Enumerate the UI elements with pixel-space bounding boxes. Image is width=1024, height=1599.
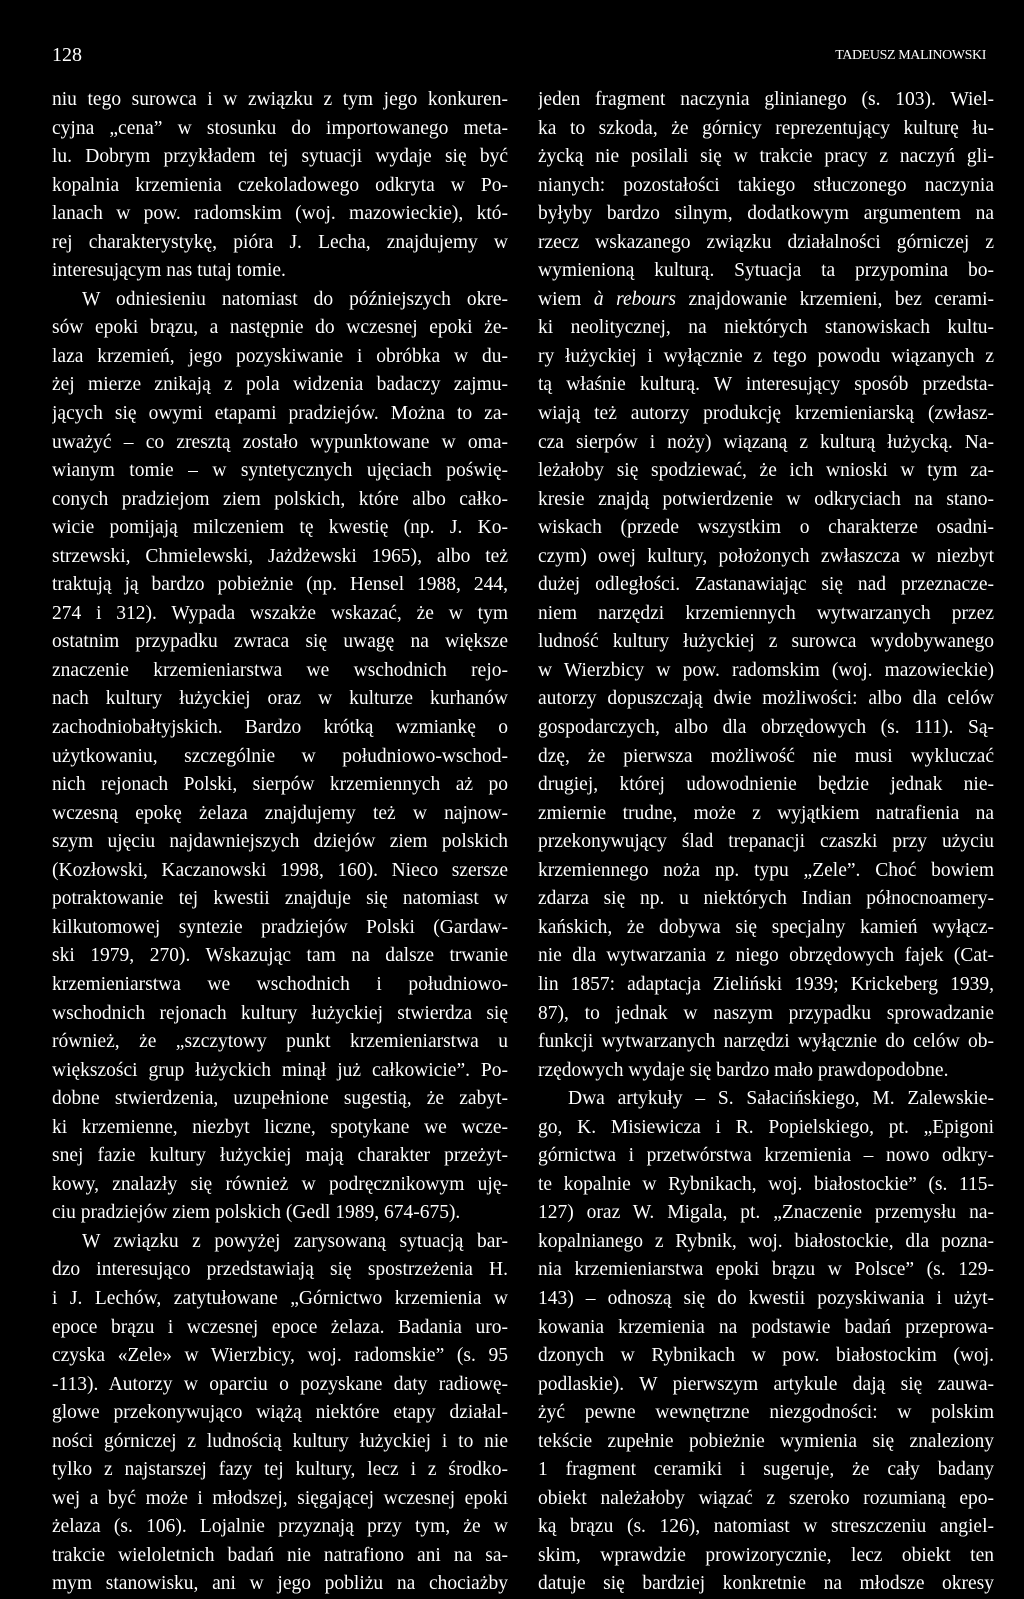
text-line: nie dla wytwarzania z niego obrzędowych fajek (Cat- xyxy=(538,945,994,967)
text-line: W odniesieniu natomiast do późniejszych okre- xyxy=(82,288,508,310)
running-head: TADEUSZ MALINOWSKI xyxy=(835,48,986,63)
text-line: gospodarczych, albo dla obrzędowych (s. 111). Są- xyxy=(538,717,994,739)
text-line: ciu pradziejów ziem polskich (Gedl 1989, 674-675). xyxy=(52,1202,461,1224)
text-line: cyjna „cena” w stosunku do importowanego meta- xyxy=(52,117,508,139)
text-line: większości grup łużyckich minął już całkowicie”. Po- xyxy=(52,1059,508,1081)
text-line: uważyć – co zresztą zostało wypunktowane w oma- xyxy=(52,431,508,453)
text-line: krzemieniarstwa we wschodnich i południowo- xyxy=(52,973,508,995)
text-line: 274 i 312). Wypada wszakże wskazać, że w tym xyxy=(52,602,508,624)
text-line: ki krzemienne, niezbyt liczne, spotykane we wcze- xyxy=(52,1116,508,1138)
text-line: zachodniobałtyjskich. Bardzo krótką wzmiankę o xyxy=(52,717,508,739)
text-line: ki neolitycznej, na niektórych stanowiskach kultu- xyxy=(538,317,994,339)
text-line: dzonych w Rybnikach w pow. białostockim (woj. xyxy=(538,1345,994,1367)
text-line: podlaskie). W pierwszym artykule dają się zauwa- xyxy=(538,1373,994,1395)
text-line: datuje się bardziej konkretnie na młodsze okresy xyxy=(538,1573,994,1595)
italic-phrase: à rebours xyxy=(593,288,677,310)
text-line: 143) – odnoszą się do kwestii pozyskiwania i użyt- xyxy=(538,1287,994,1309)
text-line: zdarza się np. u niektórych Indian północnoamery- xyxy=(538,888,994,910)
text-line: autorzy dopuszczają dwie możliwości: albo dla celów xyxy=(538,688,994,710)
text-line: snej fazie kultury łużyckiej mają charakter przeżyt- xyxy=(52,1145,508,1167)
text-line: przekonywujący ślad trepanacji czaszki przy użyciu xyxy=(538,831,994,853)
text-line: tylko z najstarszej fazy tej kultury, lecz i z środko- xyxy=(52,1459,508,1481)
text-line: w Wierzbicy w pow. radomskim (woj. mazowieckie) xyxy=(538,659,994,681)
text-line: żelaza (s. 106). Lojalnie przyznają przy tym, że w xyxy=(52,1516,508,1538)
text-line: strzewski, Chmielewski, Jażdżewski 1965), albo też xyxy=(52,545,508,567)
text-line: dużej odległości. Zastanawiając się nad przeznacze- xyxy=(538,574,994,596)
text-line: również, że „szczytowy punkt krzemieniarstwa u xyxy=(52,1031,508,1053)
text-line: kowania krzemienia na podstawie badań przeprowa- xyxy=(538,1316,994,1338)
text-line: -113). Autorzy w oparciu o pozyskane daty radiowę- xyxy=(52,1373,508,1395)
text-line: górnictwa i przetwórstwa krzemienia – nowo odkry- xyxy=(538,1145,994,1167)
text-line: kresie znajdą potwierdzenie w odkryciach na stano- xyxy=(538,488,994,510)
text-line: lanach w pow. radomskim (woj. mazowieckie), któ- xyxy=(52,203,508,225)
text-line: drugiej, której udowodnienie będzie jednak nie- xyxy=(538,774,994,796)
text-line: laza krzemień, jego pozyskiwanie i obróbka w du- xyxy=(52,345,508,367)
text-line: rej charakterystykę, pióra J. Lecha, znajdujemy w xyxy=(52,231,508,253)
text-line: wej a być może i młodszej, sięgającej wczesnej epoki xyxy=(52,1487,508,1509)
text-line: jących się owymi etapami pradziejów. Można to za- xyxy=(52,403,508,425)
text-line: czyska «Zele» w Wierzbicy, woj. radomskie” (s. 95 xyxy=(52,1345,508,1367)
text-line: tekście zupełnie pobieżnie wymienia się znaleziony xyxy=(538,1430,994,1452)
text-line: Dwa artykuły – S. Sałacińskiego, M. Zalewskie- xyxy=(568,1088,994,1110)
text-line: ludność kultury łużyckiej z surowca wydobywanego xyxy=(538,631,994,653)
text-line: wiem à rebours znajdowanie krzemieni, bez cerami- xyxy=(538,288,994,310)
text-line: trakcie wieloletnich badań nie natrafiono ani na sa- xyxy=(52,1544,508,1566)
text-line: żej mierze znikają z pola widzenia badaczy zajmu- xyxy=(52,374,508,396)
text-line: te kopalnie w Rybnikach, woj. białostockie” (s. 115- xyxy=(538,1173,994,1195)
text-line: kańskich, że dobywa się specjalny kamień wyłącz- xyxy=(538,916,994,938)
text-line: rzecz wskazanego związku działalności górniczej z xyxy=(538,231,994,253)
text-line: mym stanowisku, ani w jego pobliżu na chociażby xyxy=(52,1573,508,1595)
text-line: 87), to jednak w naszym przypadku sprowadzanie xyxy=(538,1002,994,1024)
text-line: byłyby bardzo silnym, dodatkowym argumentem na xyxy=(538,203,994,225)
text-line: epoce brązu i wczesnej epoce żelaza. Badania uro- xyxy=(52,1316,508,1338)
text-line: ostatnim przypadku zwraca się uwagę na większe xyxy=(52,631,508,653)
text-line: żyć pewne wewnętrzne niezgodności: w polskim xyxy=(538,1402,994,1424)
text-line: szym ujęciu najdawniejszych dziejów ziem polskich xyxy=(52,831,508,853)
text-line: i J. Lechów, zatytułowane „Górnictwo krzemienia w xyxy=(52,1287,508,1309)
text-line: kopalnianego z Rybnik, woj. białostockie, dla pozna- xyxy=(538,1230,994,1252)
text-line: nianych: pozostałości takiego stłuczonego naczynia xyxy=(538,174,994,196)
text-line: nich rejonach Polski, sierpów krzemiennych aż po xyxy=(52,774,508,796)
text-line: rzędowych wydaje się bardzo mało prawdopodobne. xyxy=(538,1059,949,1081)
text-line: W związku z powyżej zarysowaną sytuacją bar- xyxy=(82,1230,508,1252)
right-column xyxy=(538,86,994,1599)
text-line: czym) owej kultury, położonych zwłaszcza w niezbyt xyxy=(538,545,994,567)
text-line: nach kultury łużyckiej oraz w kulturze kurhanów xyxy=(52,688,508,710)
text-line: potraktowanie tej kwestii znajduje się natomiast w xyxy=(52,888,508,910)
left-column xyxy=(52,86,508,1599)
text-line: użytkowaniu, szczególnie w południowo-wschod- xyxy=(52,745,508,767)
text-line: wczesną epokę żelaza znajdujemy też w najnow- xyxy=(52,802,508,824)
text-line: leżałoby się spodziewać, że ich wnioski w tym za- xyxy=(538,460,994,482)
text-line: ski 1979, 270). Wskazując tam na dalsze trwanie xyxy=(52,945,508,967)
text-line: tą właśnie kulturą. W interesujący sposób przedsta- xyxy=(538,374,994,396)
text-line: znaczenie krzemieniarstwa we wschodnich rejo- xyxy=(52,659,508,681)
text-line: traktują ją bardzo pobieżnie (np. Hensel 1988, 244, xyxy=(52,574,508,596)
text-line: sów epoki brązu, a następnie do wczesnej epoki że- xyxy=(52,317,508,339)
text-line: ką brązu (s. 126), natomiast w streszczeniu angiel- xyxy=(538,1516,994,1538)
text-line: ności górniczej z ludnością kultury łużyckiej i to nie xyxy=(52,1430,508,1452)
text-line: życką nie posilali się w trakcie pracy z naczyń gli- xyxy=(538,146,994,168)
text-line: lin 1857: adaptacja Zieliński 1939; Krickeberg 1939, xyxy=(538,973,994,995)
text-line: kilkutomowej syntezie pradziejów Polski (Gardaw- xyxy=(52,916,508,938)
text-line: 1 fragment ceramiki i sugeruje, że cały badany xyxy=(538,1459,994,1481)
text-line: ry łużyckiej i wyłącznie z tego powodu wiązanych z xyxy=(538,345,994,367)
text-line: krzemiennego noża np. typu „Zele”. Choć bowiem xyxy=(538,859,994,881)
text-line: wiają też autorzy produkcję krzemieniarską (zwłasz- xyxy=(538,403,994,425)
page-header xyxy=(52,44,986,72)
text-line: skim, wprawdzie prowizorycznie, lecz obiekt ten xyxy=(538,1544,994,1566)
text-line: niem narzędzi krzemiennych wytwarzanych przez xyxy=(538,602,994,624)
text-line: conych pradziejom ziem polskich, które albo całko- xyxy=(52,488,508,510)
text-line: (Kozłowski, Kaczanowski 1998, 160). Nieco szersze xyxy=(52,859,508,881)
text-line: kopalnia krzemienia czekoladowego odkryta w Po- xyxy=(52,174,508,196)
text-line: cza sierpów i noży) wiązaną z kulturą łużycką. Na- xyxy=(538,431,994,453)
text-line: wiskach (przede wszystkim o charakterze osadni- xyxy=(538,517,994,539)
text-line: wschodnich rejonach kultury łużyckiej stwierdza się xyxy=(52,1002,508,1024)
page-number: 128 xyxy=(52,44,82,66)
text-line: wicie pomijają milczeniem tę kwestię (np. J. Ko- xyxy=(52,517,508,539)
text-line: wymienioną kulturą. Sytuacja ta przypomina bo- xyxy=(538,260,994,282)
text-line: lu. Dobrym przykładem tej sytuacji wydaje się być xyxy=(52,146,508,168)
text-line: dzę, że pierwsza możliwość nie musi wykluczać xyxy=(538,745,994,767)
text-line: glowe przekonywująco wiążą niektóre etapy działal- xyxy=(52,1402,508,1424)
text-line: wianym tomie – w syntetycznych ujęciach poświę- xyxy=(52,460,508,482)
text-line: funkcji wytwarzanych narzędzi wyłącznie do celów ob- xyxy=(538,1031,994,1053)
text-line: obiekt należałoby wiązać z szeroko rozumianą epo- xyxy=(538,1487,994,1509)
text-line: ka to szkoda, że górnicy reprezentujący kulturę łu- xyxy=(538,117,994,139)
text-line: zmiernie trudne, może z wyjątkiem natrafienia na xyxy=(538,802,994,824)
text-line: jeden fragment naczynia glinianego (s. 103). Wiel- xyxy=(538,89,994,110)
text-line: kowy, znalazły się również w podręcznikowym uję- xyxy=(52,1173,508,1195)
text-line: 127) oraz W. Migala, pt. „Znaczenie przemysłu na- xyxy=(538,1202,994,1224)
text-line: niu tego surowca i w związku z tym jego konkuren- xyxy=(52,89,508,110)
text-line: interesującym nas tutaj tomie. xyxy=(52,260,286,282)
text-line: go, K. Misiewicza i R. Popielskiego, pt. „Epigoni xyxy=(538,1116,994,1138)
text-line: dobne stwierdzenia, uzupełnione sugestią, że zabyt- xyxy=(52,1088,508,1110)
text-line: dzo interesująco przedstawiają się spostrzeżenia H. xyxy=(52,1259,508,1281)
text-line: nia krzemieniarstwa epoki brązu w Polsce” (s. 129- xyxy=(538,1259,994,1281)
